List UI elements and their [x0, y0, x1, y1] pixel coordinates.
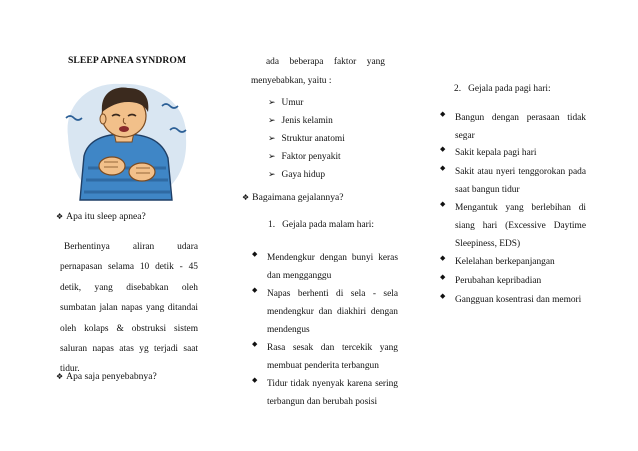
- morning-symptom-item: ◆ Sakit kepala pagi hari: [440, 145, 537, 158]
- bullet-icon: ◆: [252, 286, 258, 294]
- factor-item: ➢ Jenis kelamin: [268, 116, 333, 126]
- morning-symptom-item: ◆ Gangguan kosentrasi dan memori: [440, 292, 582, 305]
- night-symptom-item: ◆ Mendengkur dengan bunyi keras dan mengganggu: [252, 250, 398, 281]
- arrow-bullet-icon: ➢: [268, 98, 276, 108]
- factor-item: ➢ Struktur anatomi: [268, 134, 345, 144]
- factor-item: ➢ Umur: [268, 98, 304, 108]
- night-heading: 1. Gejala pada malam hari:: [268, 220, 374, 230]
- diamond-bullet-icon: ❖: [56, 212, 64, 221]
- diamond-bullet-icon: ❖: [56, 372, 64, 381]
- arrow-bullet-icon: ➢: [268, 170, 276, 180]
- morning-symptom-item: ◆ Perubahan kepribadian: [440, 273, 542, 286]
- bullet-icon: ◆: [440, 110, 446, 118]
- definition-paragraph: Berhentinya aliran udara pernapasan selama 10 detik - 45 detik, yang disebabkan oleh sumbatan jalan napas yang ditandai oleh kolaps & obstruksi sistem saluran napas atas yg terjadi saat tidur.: [60, 242, 198, 375]
- question-causes: [56, 371, 157, 382]
- arrow-bullet-icon: ➢: [268, 152, 276, 162]
- bullet-icon: ◆: [440, 200, 446, 208]
- bullet-icon: ◆: [440, 273, 446, 281]
- morning-symptom-item: ◆ Sakit atau nyeri tenggorokan pada saat bangun tidur: [440, 164, 586, 195]
- causes-intro: ada beberapa faktor yang menyebabkan, yaitu :: [251, 57, 385, 86]
- question-text: Apa saja penyebabnya?: [66, 371, 157, 382]
- question-text: Bagaimana gejalannya?: [252, 192, 344, 203]
- factor-item: ➢ Gaya hidup: [268, 170, 326, 180]
- page-title: SLEEP APNEA SYNDROM: [68, 55, 187, 66]
- bullet-icon: ◆: [440, 164, 446, 172]
- night-symptom-item: ◆ Napas berhenti di sela - sela mendengkur dan diakhiri dengan mendengus: [252, 286, 398, 335]
- night-symptom-item: ◆ Tidur tidak nyenyak karena sering terbangun dan berubah posisi: [252, 376, 398, 407]
- bullet-icon: ◆: [252, 340, 258, 348]
- bullet-icon: ◆: [252, 376, 258, 384]
- question-what-is: [56, 211, 146, 222]
- morning-symptom-item: ◆ Mengantuk yang berlebihan di siang hari (Excessive Daytime Sleepiness, EDS): [440, 200, 586, 249]
- arrow-bullet-icon: ➢: [268, 134, 276, 144]
- sick-man-illustration: [58, 76, 194, 208]
- question-text: Apa itu sleep apnea?: [66, 211, 146, 222]
- morning-symptom-item: ◆ Kelelahan berkepanjangan: [440, 254, 555, 267]
- bullet-icon: ◆: [440, 292, 446, 300]
- arrow-bullet-icon: ➢: [268, 116, 276, 126]
- bullet-icon: ◆: [252, 250, 258, 258]
- factor-item: ➢ Faktor penyakit: [268, 152, 341, 162]
- morning-heading: 2. Gejala pada pagi hari:: [454, 84, 551, 94]
- night-symptom-item: ◆ Rasa sesak dan tercekik yang membuat penderita terbangun: [252, 340, 398, 371]
- morning-symptom-item: ◆ Bangun dengan perasaan tidak segar: [440, 110, 586, 141]
- bullet-icon: ◆: [440, 145, 446, 153]
- diamond-bullet-icon: ❖: [242, 193, 250, 202]
- bullet-icon: ◆: [440, 254, 446, 262]
- question-symptoms: [242, 192, 344, 203]
